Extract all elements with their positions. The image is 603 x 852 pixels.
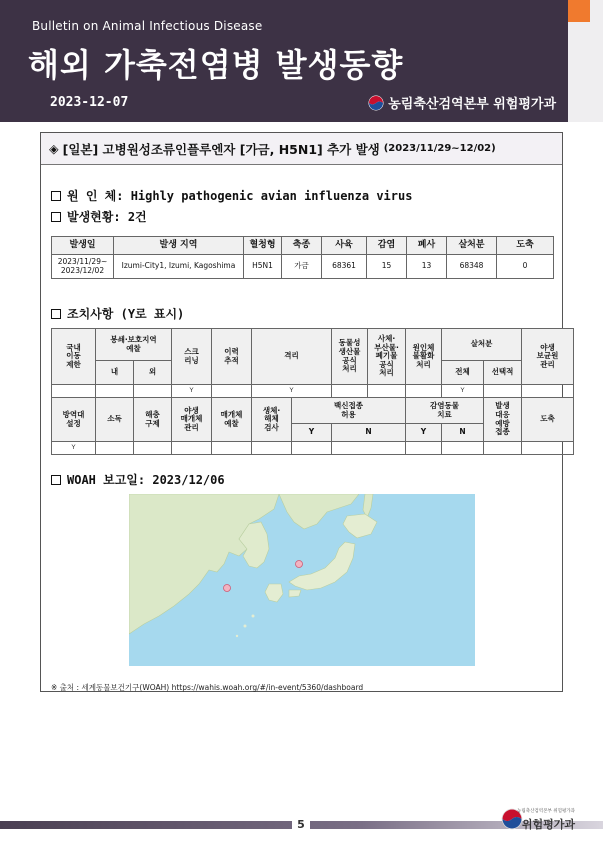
v2-disinfection (96, 442, 134, 455)
event-title: [일본] 고병원성조류인플루엔자 [가금, H5N1] 추가 발생 (62, 141, 380, 157)
woah-line: WOAH 보고일 : 2023/12/06 (51, 471, 225, 488)
col-species: 축종 (282, 237, 322, 255)
h-prevention-zone: 방역대 설정 (52, 398, 96, 442)
v2-prevention-vacc (484, 442, 522, 455)
checkbox-square-icon (51, 475, 61, 485)
v2-prevention-zone: Y (52, 442, 96, 455)
v1-screening: Y (172, 385, 212, 398)
v2-pest (134, 442, 172, 455)
pathogen-line: 원 인 체 : Highly pathogenic avian influenza virus (51, 187, 412, 204)
footer-org-small: 농림축산검역본부 위험평가과 (517, 809, 575, 814)
woah-date: 2023/12/06 (152, 472, 225, 487)
gov-emblem-icon (368, 95, 384, 111)
h-prevention-vacc: 발생 대응 예방 접종 (484, 398, 522, 442)
checkbox-square-icon (51, 212, 61, 222)
checkbox-square-icon (51, 309, 61, 319)
col-region: 발생 지역 (114, 237, 244, 255)
outbreak-marker (224, 585, 231, 592)
h-slaughter: 도축 (522, 398, 574, 442)
col-serotype: 혈청형 (244, 237, 282, 255)
measures-values-row-2 (52, 442, 574, 455)
h-wild-reservoir: 야생 매개체 관리 (172, 398, 212, 442)
header-org-label: 농림축산검역본부 위험평가과 (388, 97, 556, 112)
side-band (568, 0, 603, 122)
h-live-slaughter: 생체· 해체 검사 (252, 398, 292, 442)
v2-vector-survey (212, 442, 252, 455)
bulletin-subtitle: Bulletin on Animal Infectious Disease (32, 19, 263, 33)
col-culled: 살처분 (447, 237, 497, 255)
status-value: 2건 (127, 210, 147, 224)
cell-infected: 15 (367, 255, 407, 279)
event-title-bar (41, 133, 562, 165)
v2-slaughter (522, 442, 574, 455)
v2-wild-reservoir (172, 442, 212, 455)
h-zone-in: 내 (96, 361, 134, 385)
source-note: ※ 출처 : 세계동물보건기구(WOAH) https://wahis.woah.org/#/in-event/5360/dashboard (51, 683, 364, 692)
v1-inactivation (406, 385, 442, 398)
footer-org (517, 808, 575, 832)
h-wildlife: 야생 보균원 관리 (522, 329, 574, 385)
table-row (52, 255, 554, 279)
cell-dead: 13 (407, 255, 447, 279)
v1-carcass-disposal (368, 385, 406, 398)
measures-line (51, 305, 184, 322)
cell-culled: 68348 (447, 255, 497, 279)
h-screening: 스크 리닝 (172, 329, 212, 385)
cell-region: Izumi-City1, Izumi, Kagoshima (114, 255, 244, 279)
measures-header-row-2 (52, 398, 574, 424)
header-org (368, 93, 556, 112)
measures-table (51, 328, 574, 455)
h-vector-survey: 매개체 예찰 (212, 398, 252, 442)
h-pest: 해충 구제 (134, 398, 172, 442)
v2-vacc-n (332, 442, 406, 455)
h-domestic: 국내 이동 제한 (52, 329, 96, 385)
h-treat-y: Y (406, 424, 442, 442)
col-slaughtered: 도축 (497, 237, 554, 255)
h-quarantine: 격리 (252, 329, 332, 385)
map-japan-region (129, 494, 475, 666)
v1-official-disposal (332, 385, 368, 398)
cell-slaughtered: 0 (497, 255, 554, 279)
checkbox-square-icon (51, 191, 61, 201)
v1-quarantine: Y (252, 385, 332, 398)
cell-serotype: H5N1 (244, 255, 282, 279)
pathogen-label: 원 인 체 (67, 189, 117, 203)
h-treatment: 감염동물 치료 (406, 398, 484, 424)
status-label: 발생현황 (67, 210, 114, 224)
h-disinfection: 소독 (96, 398, 134, 442)
report-frame (40, 132, 563, 692)
bulletin-title: 해외 가축전염병 발생동향 (28, 46, 404, 84)
v1-domestic (52, 385, 96, 398)
col-date: 발생일 (52, 237, 114, 255)
h-cull-all: 전체 (442, 361, 484, 385)
bulletin-date: 2023-12-07 (50, 95, 129, 110)
h-carcass-disposal: 사체· 부산물· 폐기물 공식 처리 (368, 329, 406, 385)
h-vacc-n: N (332, 424, 406, 442)
status-line: 발생현황 : 2건 (51, 208, 147, 225)
col-dead: 폐사 (407, 237, 447, 255)
h-official-disposal: 동물성 생산물 공식 처리 (332, 329, 368, 385)
v1-zone-out (134, 385, 172, 398)
accent-square (568, 0, 590, 22)
woah-label: WOAH 보고일 (67, 473, 138, 487)
v1-cull-all: Y (442, 385, 484, 398)
outbreak-header-row (52, 237, 554, 255)
h-zone-out: 외 (134, 361, 172, 385)
col-raised: 사육 (322, 237, 367, 255)
v1-zone-in (96, 385, 134, 398)
v2-vacc-y (292, 442, 332, 455)
v2-treat-n (442, 442, 484, 455)
measures-values-row-1 (52, 385, 574, 398)
h-inactivation: 원인체 불활화 처리 (406, 329, 442, 385)
event-period: (2023/11/29~12/02) (383, 143, 496, 154)
h-treat-n: N (442, 424, 484, 442)
outbreak-table (51, 236, 554, 279)
header-banner (0, 0, 568, 122)
pathogen-value: Highly pathogenic avian influenza virus (130, 188, 413, 203)
measures-header-row-1 (52, 329, 574, 361)
measures-label: 조치사항 (Y로 표시) (67, 307, 185, 321)
v1-tracing (212, 385, 252, 398)
v1-cull-selective (484, 385, 522, 398)
h-cull-selective: 선택적 (484, 361, 522, 385)
col-infected: 감염 (367, 237, 407, 255)
v2-live-slaughter (252, 442, 292, 455)
v2-treat-y (406, 442, 442, 455)
v1-wildlife (522, 385, 574, 398)
page-number: 5 (292, 818, 310, 832)
h-vacc-y: Y (292, 424, 332, 442)
h-zone: 봉쇄·보호지역 예찰 (96, 329, 172, 361)
outbreak-map (129, 494, 475, 666)
h-vaccination: 백신접종 허용 (292, 398, 406, 424)
h-tracing: 이력 추적 (212, 329, 252, 385)
cell-date: 2023/11/29~ 2023/12/02 (52, 255, 114, 279)
outbreak-marker (296, 561, 303, 568)
footer-org-big: 위험평가과 (521, 818, 575, 831)
diamond-bullet-icon: ◈ (49, 141, 59, 156)
h-culling: 살처분 (442, 329, 522, 361)
cell-species: 가금 (282, 255, 322, 279)
cell-raised: 68361 (322, 255, 367, 279)
